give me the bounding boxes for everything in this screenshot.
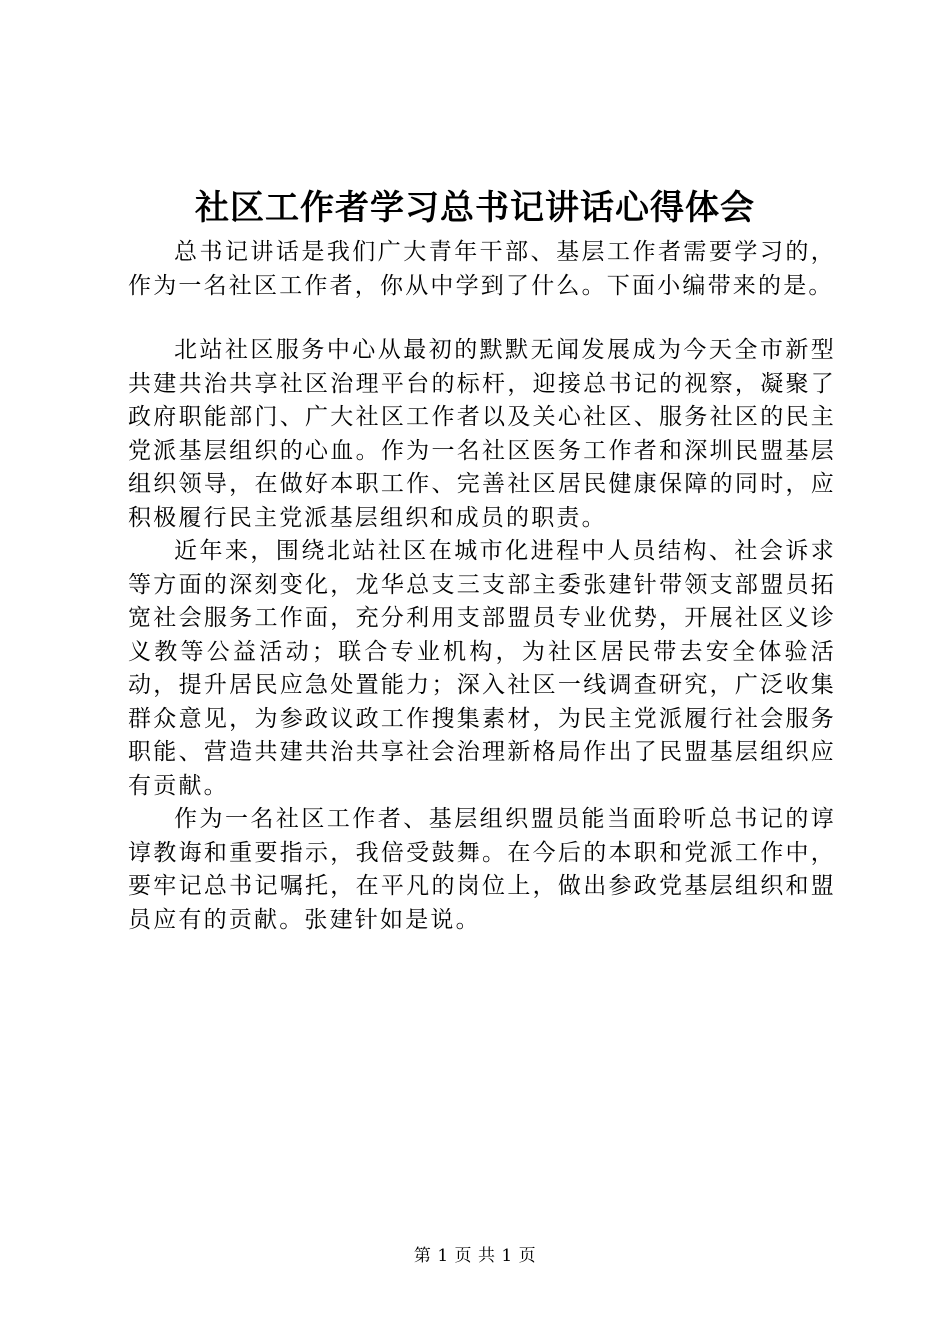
paragraph-intro: 总书记讲话是我们广大青年干部、基层工作者需要学习的，作为一名社区工作者，你从中学到了什么。下面小编带来的是。 (128, 239, 836, 299)
paragraph-1: 北站社区服务中心从最初的默默无闻发展成为今天全市新型共建共治共享社区治理平台的标杆，迎接总书记的视察，凝聚了政府职能部门、广大社区工作者以及关心社区、服务社区的民主党派基层组织的心血。作为一名社区医务工作者和深圳民盟基层组织领导，在做好本职工作、完善社区居民健康保障的同时，应积极履行民主党派基层组织和成员的职责。 (128, 337, 836, 531)
document-body (128, 236, 836, 937)
document-title: 社区工作者学习总书记讲话心得体会 (195, 188, 755, 228)
paragraph-3: 作为一名社区工作者、基层组织盟员能当面聆听总书记的谆谆教诲和重要指示，我倍受鼓舞。在今后的本职和党派工作中，要牢记总书记嘱托，在平凡的岗位上，做出参政党基层组织和盟员应有的贡献。张建针如是说。 (128, 806, 836, 933)
paragraph-2: 近年来，围绕北站社区在城市化进程中人员结构、社会诉求等方面的深刻变化，龙华总支三支部主委张建针带领支部盟员拓宽社会服务工作面，充分利用支部盟员专业优势，开展社区义诊义教等公益活动；联合专业机构，为社区居民带去安全体验活动，提升居民应急处置能力；深入社区一线调查研究，广泛收集群众意见，为参政议政工作搜集素材，为民主党派履行社会服务职能、营造共建共治共享社会治理新格局作出了民盟基层组织应有贡献。 (128, 538, 836, 799)
page-number-footer: 第 1 页 共 1 页 (413, 1246, 537, 1266)
